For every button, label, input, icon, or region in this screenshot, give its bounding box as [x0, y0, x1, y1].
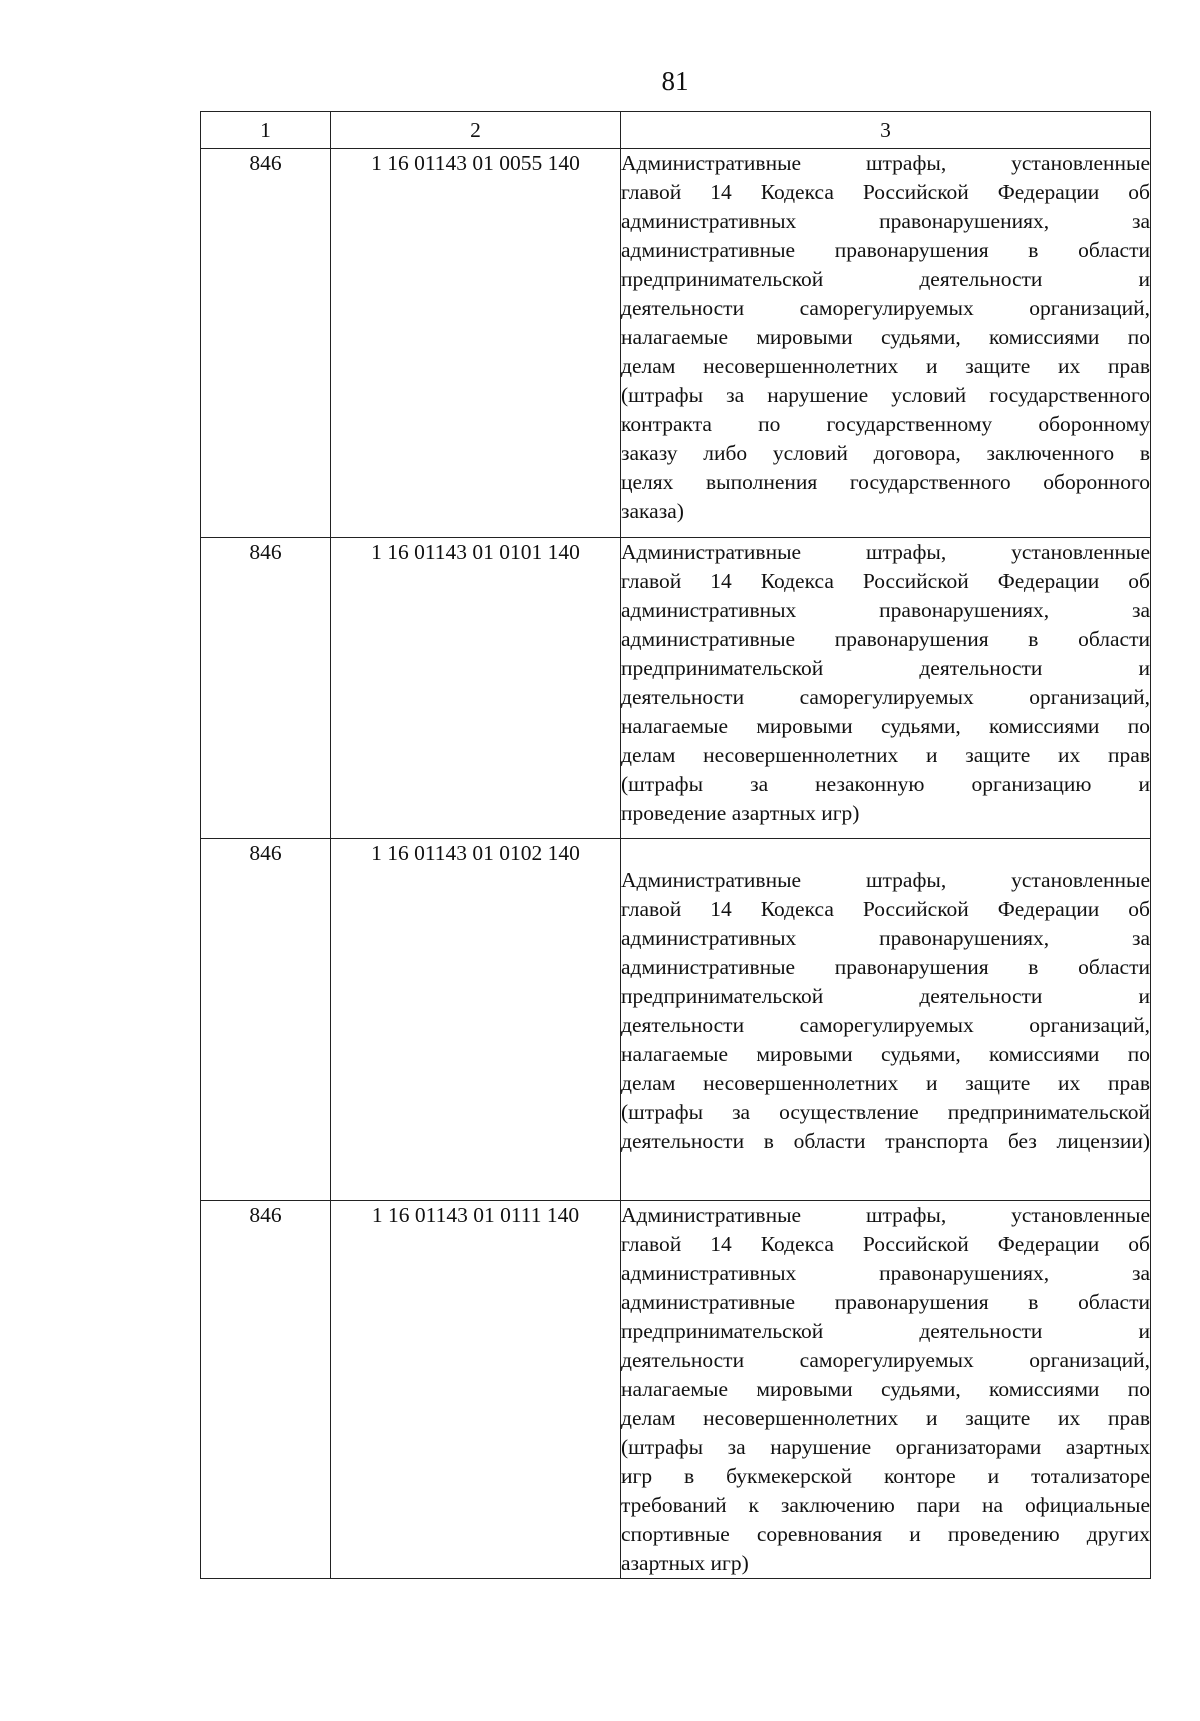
description-line: деятельности саморегулируемых организаций,: [621, 1348, 1150, 1372]
description-line: делам несовершеннолетних и защите их прав: [621, 743, 1150, 767]
description-line: делам несовершеннолетних и защите их прав: [621, 1406, 1150, 1430]
description-line: спортивные соревнования и проведению других: [621, 1522, 1150, 1546]
description-line: Административные штрафы, установленные: [621, 151, 1150, 175]
description-line: главой 14 Кодекса Российской Федерации об: [621, 180, 1150, 204]
table-row: [201, 538, 1151, 839]
description-line: (штрафы за нарушение условий государственного: [621, 383, 1150, 407]
column-header-2: 2: [331, 112, 621, 149]
description-line: административные правонарушения в области: [621, 238, 1150, 262]
description-line: делам несовершеннолетних и защите их прав: [621, 354, 1150, 378]
description-line: административных правонарушениях, за: [621, 209, 1150, 233]
page-number: 81: [661, 66, 689, 96]
description-line: главой 14 Кодекса Российской Федерации об: [621, 569, 1150, 593]
description-line: административные правонарушения в области: [621, 1290, 1150, 1314]
description-cell: [621, 538, 1151, 839]
description-line: главой 14 Кодекса Российской Федерации об: [621, 897, 1150, 921]
description-cell: [621, 149, 1151, 538]
admin-code-cell: 846: [201, 1201, 331, 1579]
description-line: Административные штрафы, установленные: [621, 868, 1150, 892]
admin-code-cell: 846: [201, 538, 331, 839]
table-row: [201, 149, 1151, 538]
description-line: проведение азартных игр): [621, 801, 860, 825]
description-line: главой 14 Кодекса Российской Федерации об: [621, 1232, 1150, 1256]
description-line: делам несовершеннолетних и защите их прав: [621, 1071, 1150, 1095]
description-line: административных правонарушениях, за: [621, 1261, 1150, 1285]
table-row: [201, 1201, 1151, 1579]
description-line: заказу либо условий договора, заключенного в: [621, 441, 1150, 465]
budget-code-cell: 1 16 01143 01 0055 140: [331, 149, 621, 538]
description-line: административных правонарушениях, за: [621, 926, 1150, 950]
description-line: предпринимательской деятельности и: [621, 267, 1150, 291]
description-line: целях выполнения государственного оборонного: [621, 470, 1150, 494]
description-line: административных правонарушениях, за: [621, 598, 1150, 622]
description-line: предпринимательской деятельности и: [621, 984, 1150, 1008]
budget-codes-table: [200, 111, 1151, 1579]
description-line: административные правонарушения в области: [621, 627, 1150, 651]
description-line: (штрафы за осуществление предпринимательской: [621, 1100, 1150, 1124]
description-line: деятельности саморегулируемых организаций,: [621, 1013, 1150, 1037]
table-row: [201, 839, 1151, 1201]
description-line: предпринимательской деятельности и: [621, 1319, 1150, 1343]
admin-code-cell: 846: [201, 149, 331, 538]
description-cell: [621, 839, 1151, 1201]
description-line: Административные штрафы, установленные: [621, 540, 1150, 564]
description-line: требований к заключению пари на официальные: [621, 1493, 1150, 1517]
table-header-row: [201, 112, 1151, 149]
description-line: Административные штрафы, установленные: [621, 1203, 1150, 1227]
description-cell: [621, 1201, 1151, 1579]
description-line: деятельности саморегулируемых организаций,: [621, 685, 1150, 709]
description-line: деятельности в области транспорта без лицензии): [621, 1129, 1150, 1153]
description-line: административные правонарушения в области: [621, 955, 1150, 979]
description-line: азартных игр): [621, 1551, 749, 1575]
description-line: предпринимательской деятельности и: [621, 656, 1150, 680]
description-line: налагаемые мировыми судьями, комиссиями по: [621, 325, 1150, 349]
budget-code-cell: 1 16 01143 01 0111 140: [331, 1201, 621, 1579]
description-line: (штрафы за незаконную организацию и: [621, 772, 1150, 796]
budget-code-cell: 1 16 01143 01 0101 140: [331, 538, 621, 839]
admin-code-cell: 846: [201, 839, 331, 1201]
description-line: игр в букмекерской конторе и тотализаторе: [621, 1464, 1150, 1488]
column-header-3: 3: [621, 112, 1151, 149]
budget-code-cell: 1 16 01143 01 0102 140: [331, 839, 621, 1201]
description-line: контракта по государственному оборонному: [621, 412, 1150, 436]
description-line: налагаемые мировыми судьями, комиссиями по: [621, 714, 1150, 738]
description-line: заказа): [621, 499, 684, 523]
description-line: деятельности саморегулируемых организаций,: [621, 296, 1150, 320]
column-header-1: 1: [201, 112, 331, 149]
description-line: (штрафы за нарушение организаторами азартных: [621, 1435, 1150, 1459]
description-line: налагаемые мировыми судьями, комиссиями по: [621, 1042, 1150, 1066]
description-line: налагаемые мировыми судьями, комиссиями по: [621, 1377, 1150, 1401]
